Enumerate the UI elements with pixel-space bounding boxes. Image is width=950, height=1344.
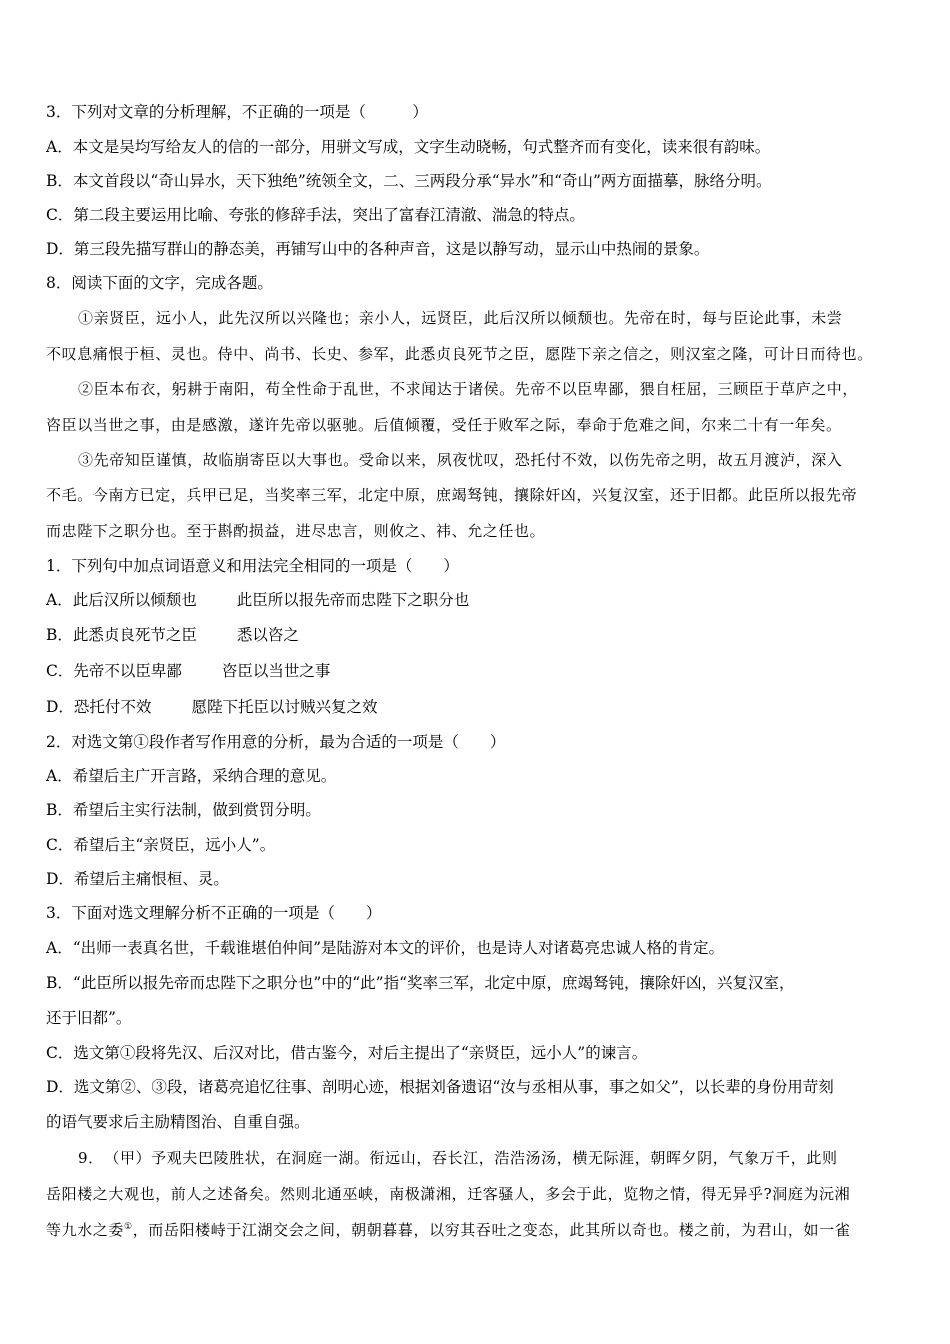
- subquestion-3-option-c: C．选文第①段将先汉、后汉对比，借古鉴今，对后主提出了“亲贤臣，远小人”的谏言。: [46, 1044, 648, 1062]
- subquestion-3-stem: 3．下面对选文理解分析不正确的一项是（ ）: [46, 904, 382, 922]
- line-3-start: 等九水之委: [46, 1221, 125, 1239]
- question-9-passage-line-1: 9． （甲）予观夫巴陵胜状，在洞庭一湖。衔远山，吞长江，浩浩汤汤，横无际涯，朝晖夕阴，气象万千，此则: [78, 1149, 838, 1167]
- subquestion-1-option-a: [46, 589, 469, 611]
- passage-paragraph-1-line-1: ①亲贤臣，远小人，此先汉所以兴隆也；亲小人，远贤臣，此后汉所以倾颓也。先帝在时，每与臣论此事，未尝: [78, 309, 843, 327]
- subquestion-2-option-c: C．希望后主“亲贤臣，远小人”。: [46, 836, 276, 854]
- option-a-right: 此臣所以报先帝而忠陛下之职分也: [236, 591, 470, 609]
- subquestion-3-option-a: A．“出师一表真名世，千载谁堪伯仲间”是陆游对本文的评价，也是诗人对诸葛亮忠诚人格的肯定。: [46, 939, 725, 957]
- question-3-stem: 3．下列对文章的分析理解，不正确的一项是（ ）: [46, 103, 428, 121]
- option-d-left: D．恐托付不效: [46, 698, 152, 716]
- line-3-rest: ，而岳阳楼峙于江湖交会之间，朝朝暮暮，以穷其吞吐之变态，此其所以奇也。楼之前，为君山，如一雀: [132, 1221, 851, 1239]
- option-a-left: A．此后汉所以倾颓也: [46, 591, 197, 609]
- subquestion-3-option-b-line-2: 还于旧都”。: [46, 1009, 132, 1027]
- subquestion-3-option-d-line-2: 的语气要求后主励精图治、自重自强。: [46, 1113, 310, 1131]
- passage-paragraph-3-line-3: 而忠陛下之职分也。至于斟酌损益，进尽忠言，则攸之、祎、允之任也。: [46, 522, 546, 540]
- passage-paragraph-2-line-1: ②臣本布衣，躬耕于南阳，苟全性命于乱世，不求闻达于诸侯。先帝不以臣卑鄙，猥自枉屈，三顾臣于草庐之中，: [78, 380, 859, 398]
- subquestion-1-option-c: [46, 660, 330, 682]
- option-c-left: C．先帝不以臣卑鄙: [46, 662, 182, 680]
- question-3-option-a: A．本文是吴均写给友人的信的一部分，用骈文写成，文字生动晓畅，句式整齐而有变化，读来很有韵味。: [46, 138, 771, 156]
- question-9-passage-line-3: [46, 1219, 850, 1241]
- subquestion-1-option-d: [46, 696, 377, 718]
- question-3-option-b: B．本文首段以“奇山异水，天下独绝”统领全文，二、三两段分承“异水”和“奇山”两方面描摹，脉络分明。: [46, 172, 772, 190]
- subquestion-2-option-d: D．希望后主痛恨桓、灵。: [46, 870, 229, 888]
- subquestion-2-stem: 2．对选文第①段作者写作用意的分析，最为合适的一项是（ ）: [46, 733, 506, 751]
- option-b-left: B．此悉贞良死节之臣: [46, 626, 197, 644]
- question-3-option-d: D．第三段先描写群山的静态美，再铺写山中的各种声音，这是以静写动，显示山中热闹的景象。: [46, 240, 710, 258]
- subquestion-3-option-b-line-1: B．“此臣所以报先帝而忠陛下之职分也”中的“此”指“奖率三军，北定中原，庶竭驽钝，攘除奸凶，兴复汉室，: [46, 974, 795, 992]
- footnote-marker: ①: [124, 1222, 133, 1232]
- passage-paragraph-1-line-2: 不叹息痛恨于桓、灵也。侍中、尚书、长史、参军，此悉贞良死节之臣，愿陛下亲之信之，则汉室之隆，可计日而待也。: [46, 345, 873, 363]
- passage-paragraph-3-line-2: 不毛。今南方已定，兵甲已足，当奖率三军，北定中原，庶竭驽钝，攘除奸凶，兴复汉室，还于旧都。此臣所以报先帝: [46, 486, 858, 504]
- subquestion-2-option-b: B．希望后主实行法制，做到赏罚分明。: [46, 801, 321, 819]
- passage-paragraph-2-line-2: 咨臣以当世之事，由是感激，遂许先帝以驱驰。后值倾覆，受任于败军之际，奉命于危难之间，尔来二十有一年矣。: [46, 416, 842, 434]
- question-8-stem: 8．阅读下面的文字，完成各题。: [46, 274, 273, 292]
- subquestion-1-option-b: [46, 624, 299, 646]
- passage-paragraph-3-line-1: ③先帝知臣谨慎，故临崩寄臣以大事也。受命以来，夙夜忧叹，恐托付不效，以伤先帝之明，故五月渡泸，深入: [78, 451, 843, 469]
- option-c-right: 咨臣以当世之事: [221, 662, 331, 680]
- subquestion-3-option-d-line-1: D．选文第②、③段，诸葛亮追忆往事、剖明心迹，根据刘备遗诏“汝与丞相从事，事之如父”，以长辈的身份用苛刻: [46, 1078, 834, 1096]
- question-9-passage-line-2: 岳阳楼之大观也，前人之述备矣。然则北通巫峡，南极潇湘，迁客骚人，多会于此，览物之情，得无异乎?洞庭为沅湘: [46, 1185, 851, 1203]
- subquestion-2-option-a: A．希望后主广开言路，采纳合理的意见。: [46, 767, 337, 785]
- option-b-right: 悉以咨之: [236, 626, 299, 644]
- question-3-option-c: C．第二段主要运用比喻、夸张的修辞手法，突出了富春江清澈、湍急的特点。: [46, 206, 585, 224]
- subquestion-1-stem: 1．下列句中加点词语意义和用法完全相同的一项是（ ）: [46, 557, 459, 575]
- option-d-right: 愿陛下托臣以讨贼兴复之效: [191, 698, 378, 716]
